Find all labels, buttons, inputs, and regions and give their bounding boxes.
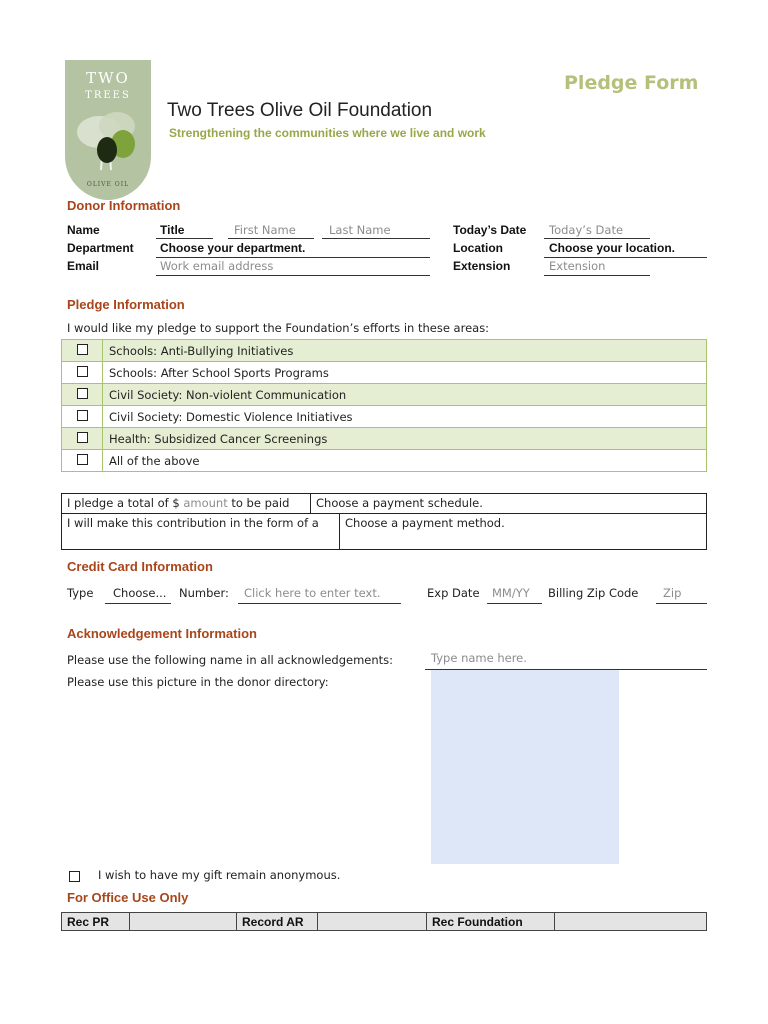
date-label: Today’s Date	[453, 223, 527, 237]
credit-section-heading: Credit Card Information	[67, 559, 213, 574]
date-field[interactable]: Today’s Date	[549, 223, 624, 237]
amount-field[interactable]: amount	[183, 496, 228, 510]
donor-photo-placeholder[interactable]	[431, 670, 619, 864]
list-item	[62, 384, 707, 406]
table-row	[62, 913, 707, 931]
payment-method-dropdown[interactable]: Choose a payment method.	[340, 514, 707, 550]
email-field[interactable]: Work email address	[160, 259, 274, 273]
location-label: Location	[453, 241, 503, 255]
last-name-field[interactable]: Last Name	[329, 223, 391, 237]
area-checkbox[interactable]	[77, 432, 88, 443]
pledge-intro: I would like my pledge to support the Foundation’s efforts in these areas:	[67, 321, 490, 335]
record-ar-value[interactable]	[318, 913, 427, 931]
zip-field[interactable]: Zip	[663, 586, 682, 600]
list-item	[62, 450, 707, 472]
area-checkbox[interactable]	[77, 366, 88, 377]
title-field[interactable]: Title	[160, 223, 185, 237]
extension-field[interactable]: Extension	[549, 259, 606, 273]
date-underline	[544, 238, 650, 239]
first-name-underline	[228, 238, 314, 239]
area-label: Civil Society: Non-violent Communication	[103, 384, 707, 406]
card-number-underline	[238, 603, 401, 604]
name-label: Name	[67, 223, 100, 237]
office-use-table	[61, 912, 707, 931]
department-label: Department	[67, 241, 134, 255]
tagline: Strengthening the communities where we live and work	[169, 126, 486, 140]
anonymous-label: I wish to have my gift remain anonymous.	[98, 868, 341, 882]
page-title: Pledge Form	[564, 72, 699, 94]
pledge-areas-table	[61, 339, 707, 472]
card-type-dropdown[interactable]: Choose...	[113, 586, 167, 600]
anonymous-checkbox[interactable]	[69, 871, 80, 882]
logo-text-trees: TREES	[85, 90, 131, 101]
area-label: Schools: Anti-Bullying Initiatives	[103, 340, 707, 362]
location-underline	[544, 257, 707, 258]
area-checkbox[interactable]	[77, 410, 88, 421]
title-underline	[156, 238, 213, 239]
list-item	[62, 340, 707, 362]
zip-label: Billing Zip Code	[548, 586, 639, 600]
logo-text-two: TWO	[86, 69, 130, 87]
email-underline	[156, 275, 430, 276]
office-section-heading: For Office Use Only	[67, 890, 189, 905]
exp-date-field[interactable]: MM/YY	[492, 586, 530, 600]
organization-name: Two Trees Olive Oil Foundation	[167, 100, 433, 121]
rec-pr-value[interactable]	[130, 913, 237, 931]
area-checkbox[interactable]	[77, 388, 88, 399]
pledge-amount-table	[61, 493, 707, 550]
ack-name-text: Please use the following name in all acknowledgements:	[67, 653, 394, 667]
area-label: Schools: After School Sports Programs	[103, 362, 707, 384]
area-checkbox[interactable]	[77, 344, 88, 355]
pledge-total-cell	[62, 494, 311, 514]
record-ar-label: Record AR	[237, 913, 318, 931]
ack-section-heading: Acknowledgement Information	[67, 626, 257, 641]
pledge-total-prefix: I pledge a total of $	[67, 496, 180, 510]
department-dropdown[interactable]: Choose your department.	[160, 241, 306, 255]
ack-picture-text: Please use this picture in the donor directory:	[67, 675, 329, 689]
location-dropdown[interactable]: Choose your location.	[549, 241, 676, 255]
ack-name-field[interactable]: Type name here.	[431, 651, 527, 665]
card-number-label: Number:	[179, 586, 229, 600]
card-type-label: Type	[67, 586, 94, 600]
list-item	[69, 867, 80, 886]
logo-text-olive-oil: OLIVE OIL	[86, 181, 130, 188]
payment-schedule-dropdown[interactable]: Choose a payment schedule.	[311, 494, 707, 514]
card-number-field[interactable]: Click here to enter text.	[244, 586, 381, 600]
pledge-section-heading: Pledge Information	[67, 297, 185, 312]
last-name-underline	[322, 238, 430, 239]
list-item	[62, 362, 707, 384]
rec-pr-label: Rec PR	[62, 913, 130, 931]
pledge-total-suffix: to be paid	[231, 496, 290, 510]
area-checkbox[interactable]	[77, 454, 88, 465]
rec-foundation-label: Rec Foundation	[427, 913, 555, 931]
area-label: Civil Society: Domestic Violence Initiatives	[103, 406, 707, 428]
extension-underline	[544, 275, 650, 276]
card-type-underline	[105, 603, 171, 604]
list-item	[62, 406, 707, 428]
area-label: Health: Subsidized Cancer Screenings	[103, 428, 707, 450]
zip-underline	[656, 603, 707, 604]
exp-date-underline	[487, 603, 542, 604]
exp-date-label: Exp Date	[427, 586, 480, 600]
email-label: Email	[67, 259, 100, 273]
extension-label: Extension	[453, 259, 511, 273]
contribution-text: I will make this contribution in the form of a	[62, 514, 340, 550]
area-label: All of the above	[103, 450, 707, 472]
donor-section-heading: Donor Information	[67, 198, 181, 213]
rec-foundation-value[interactable]	[555, 913, 707, 931]
list-item	[62, 428, 707, 450]
foundation-logo	[65, 60, 151, 200]
department-underline	[156, 257, 430, 258]
first-name-field[interactable]: First Name	[234, 223, 296, 237]
